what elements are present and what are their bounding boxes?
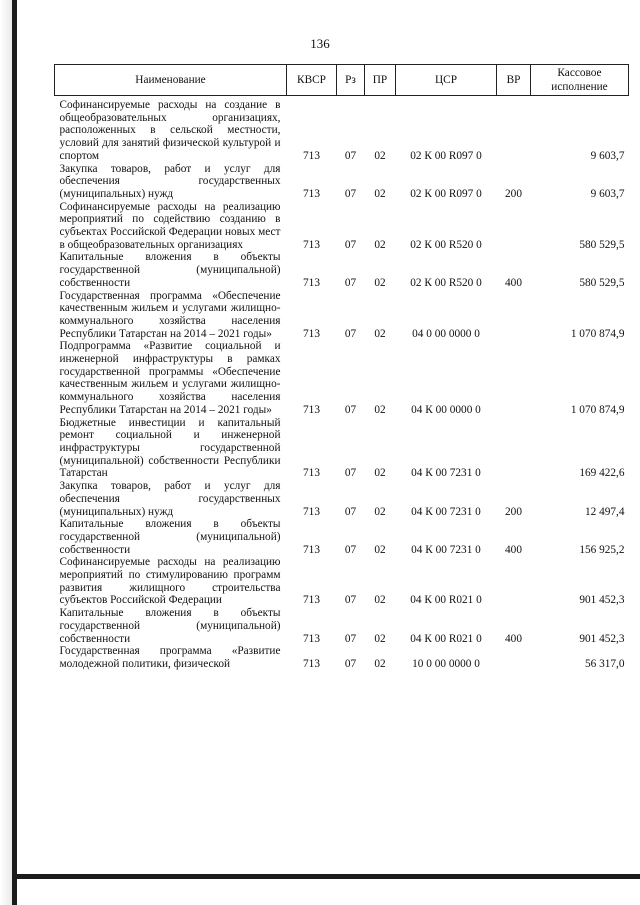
cell-vr: [497, 645, 531, 670]
cell-vr: 400: [505, 632, 522, 645]
cell-amount: 901 452,3: [579, 632, 625, 645]
table-row: [55, 480, 629, 518]
table-row: [55, 201, 629, 252]
table-row: [55, 340, 629, 416]
cell-kvsr: 713: [303, 657, 320, 670]
cell-name: [55, 480, 287, 518]
cell-csr: 04 К 00 7231 0: [411, 505, 481, 518]
table-row: [55, 96, 629, 163]
cell-amount: 12 497,4: [584, 505, 625, 518]
cell-name: [55, 556, 287, 607]
cell-csr: 10 0 00 0000 0: [412, 657, 480, 670]
cell-kvsr: 713: [303, 403, 320, 416]
cell-pr: 02: [374, 327, 386, 340]
cell-csr: 02 К 00 R520 0: [410, 238, 482, 251]
cell-vr: [497, 556, 531, 607]
cell-pr: 02: [374, 594, 386, 607]
cell-vr: [497, 340, 531, 416]
scan-edge-shadow: [0, 0, 12, 905]
cell-amount: 9 603,7: [590, 187, 625, 200]
cell-pr: 02: [374, 467, 386, 480]
cell-kvsr: 713: [303, 276, 320, 289]
cell-kvsr: 713: [303, 505, 320, 518]
cell-csr: 02 К 00 R097 0: [410, 187, 482, 200]
header-name: Наименование: [55, 65, 287, 96]
cell-pr: 02: [374, 543, 386, 556]
scan-left-border: [12, 0, 17, 905]
cell-kvsr: 713: [303, 327, 320, 340]
cell-pr: 02: [374, 187, 386, 200]
cell-amount: 580 529,5: [579, 276, 625, 289]
item-name-text: Капитальные вложения в объекты государственной (муниципальной) собственности: [59, 518, 281, 556]
cell-pr: 02: [374, 403, 386, 416]
cell-rz: 07: [344, 238, 357, 251]
table-header: [55, 65, 629, 96]
cell-vr: [497, 417, 531, 481]
cell-rz: 07: [344, 276, 357, 289]
cell-kvsr: 713: [303, 187, 320, 200]
cell-name: [55, 340, 287, 416]
item-name-text: Бюджетные инвестиции и капитальный ремонт социальной и инженерной инфраструктуры государственной (муниципальной) собственности Республики Татарстан: [59, 416, 281, 480]
cell-amount: 580 529,5: [579, 238, 625, 251]
table-row: [55, 290, 629, 341]
cell-name: [55, 607, 287, 645]
cell-amount: 56 317,0: [584, 657, 625, 670]
cell-pr: 02: [374, 505, 386, 518]
header-amount: Кассовое исполнение: [531, 65, 629, 96]
cell-rz: 07: [344, 543, 357, 556]
cell-name: [55, 645, 287, 670]
cell-rz: 07: [344, 403, 357, 416]
cell-csr: 04 К 00 7231 0: [411, 543, 481, 556]
cell-vr: 400: [505, 543, 522, 556]
table-row: [55, 251, 629, 289]
cell-rz: 07: [344, 657, 357, 670]
cell-pr: 02: [374, 632, 386, 645]
cell-kvsr: 713: [303, 543, 320, 556]
cell-rz: 07: [344, 467, 357, 480]
cell-amount: 1 070 874,9: [570, 327, 625, 340]
item-name-text: Закупка товаров, работ и услуг для обеспечения государственных (муниципальных) нужд: [59, 480, 281, 518]
item-name-text: Закупка товаров, работ и услуг для обеспечения государственных (муниципальных) нужд: [59, 162, 281, 200]
header-rz: Рз: [337, 65, 365, 96]
cell-name: [55, 417, 287, 481]
cell-amount: 156 925,2: [579, 543, 625, 556]
cell-amount: 9 603,7: [590, 149, 625, 162]
cell-rz: 07: [344, 187, 357, 200]
cell-csr: 04 К 00 0000 0: [411, 403, 481, 416]
item-name-text: Капитальные вложения в объекты государственной (муниципальной) собственности: [59, 251, 281, 289]
scan-bottom-border: [12, 874, 640, 879]
cell-amount: 1 070 874,9: [570, 403, 625, 416]
cell-csr: 04 0 00 0000 0: [412, 327, 480, 340]
cell-vr: 200: [505, 505, 522, 518]
cell-csr: 04 К 00 7231 0: [411, 467, 481, 480]
cell-csr: 02 К 00 R520 0: [410, 276, 482, 289]
item-name-text: Государственная программа «Развитие молодежной политики, физической: [59, 645, 281, 670]
item-name-text: Капитальные вложения в объекты государственной (муниципальной) собственности: [59, 607, 281, 645]
table-body: [55, 96, 629, 671]
cell-rz: 07: [344, 594, 357, 607]
header-csr: ЦСР: [396, 65, 497, 96]
cell-name: [55, 251, 287, 289]
cell-name: [55, 518, 287, 556]
item-name-text: Софинансируемые расходы на реализацию мероприятий по содействию созданию в субъектах Российской Федерации новых мест в общеобразовательных организациях: [59, 200, 281, 251]
cell-vr: [497, 96, 531, 163]
cell-amount: 901 452,3: [579, 594, 625, 607]
cell-rz: 07: [344, 327, 357, 340]
table-row: [55, 556, 629, 607]
cell-kvsr: 713: [303, 632, 320, 645]
item-name-text: Софинансируемые расходы на создание в общеобразовательных организациях, расположенных в сельской местности, условий для занятий физической культурой и спортом: [59, 99, 281, 162]
header-vr: ВР: [497, 65, 531, 96]
table-row: [55, 607, 629, 645]
cell-vr: 200: [505, 187, 522, 200]
cell-csr: 04 К 00 R021 0: [410, 632, 482, 645]
item-name-text: Подпрограмма «Развитие социальной и инженерной инфраструктуры в рамках государственной программы «Обеспечение качественным жильем и услугами жилищно-коммунального хозяйства населения Республики Татарстан на 2014 – 2021 годы»: [59, 340, 281, 416]
cell-name: [55, 201, 287, 252]
cell-pr: 02: [374, 149, 386, 162]
item-name-text: Софинансируемые расходы на реализацию мероприятий по стимулированию программ развития жилищного строительства субъектов Российской Федерации: [59, 556, 281, 607]
cell-pr: 02: [374, 238, 386, 251]
cell-vr: [497, 290, 531, 341]
cell-rz: 07: [344, 632, 357, 645]
item-name-text: Государственная программа «Обеспечение качественным жильем и услугами жилищно-коммунального хозяйства населения Республики Татарстан на 2014 – 2021 годы»: [59, 289, 281, 340]
budget-table: [54, 64, 629, 671]
header-pr: ПР: [365, 65, 396, 96]
cell-kvsr: 713: [303, 149, 320, 162]
cell-vr: [497, 201, 531, 252]
cell-name: [55, 163, 287, 201]
cell-kvsr: 713: [303, 238, 320, 251]
header-kvsr: КВСР: [287, 65, 337, 96]
cell-pr: 02: [374, 657, 386, 670]
cell-kvsr: 713: [303, 594, 320, 607]
cell-name: [55, 96, 287, 163]
cell-amount: 169 422,6: [579, 467, 625, 480]
table-row: [55, 417, 629, 481]
cell-csr: 04 К 00 R021 0: [410, 594, 482, 607]
table-row: [55, 518, 629, 556]
table-row: [55, 645, 629, 670]
cell-pr: 02: [374, 276, 386, 289]
page-number: 136: [310, 36, 330, 51]
cell-rz: 07: [344, 505, 357, 518]
cell-vr: 400: [505, 276, 522, 289]
cell-name: [55, 290, 287, 341]
cell-rz: 07: [344, 149, 357, 162]
cell-kvsr: 713: [303, 467, 320, 480]
cell-csr: 02 К 00 R097 0: [410, 149, 482, 162]
table-row: [55, 163, 629, 201]
